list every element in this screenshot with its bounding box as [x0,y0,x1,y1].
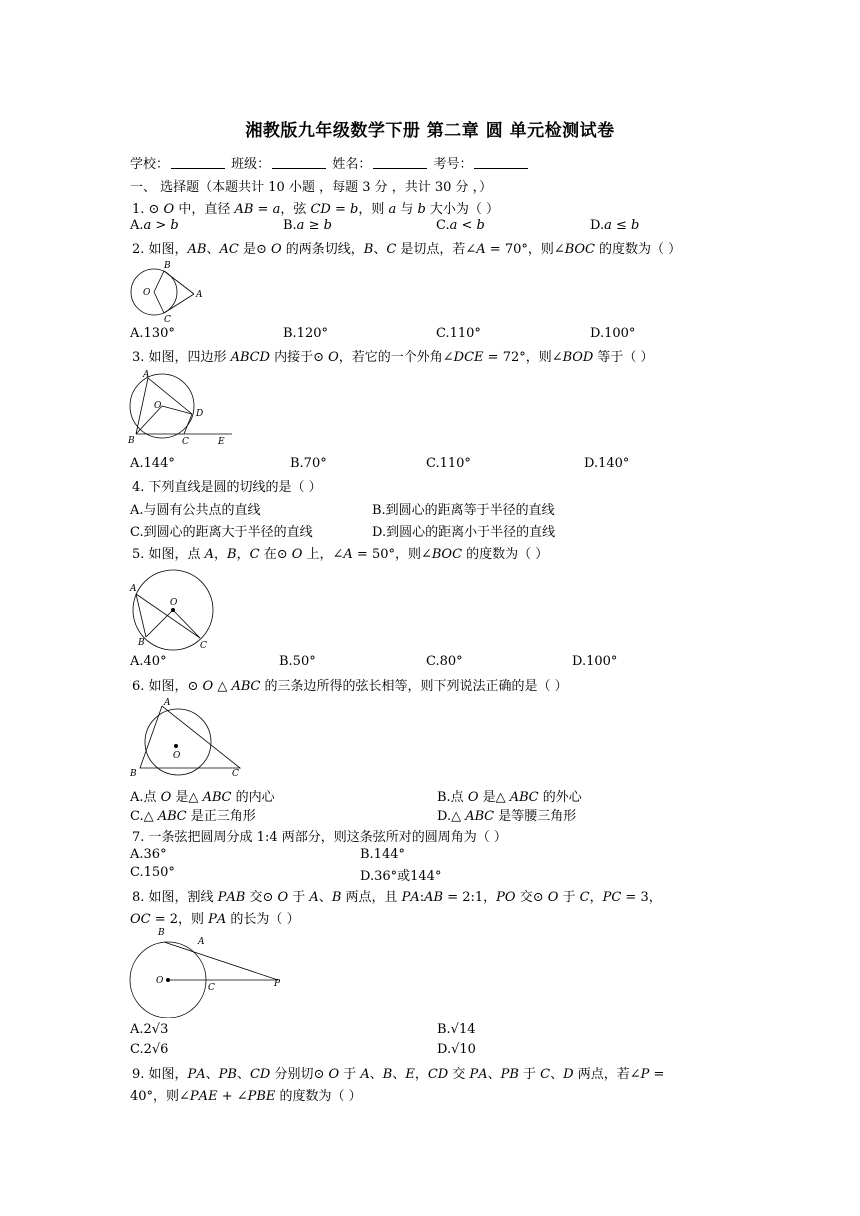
q2-option-d[interactable]: D.100° [590,326,636,341]
q5-figure [126,566,220,652]
q7-option-d[interactable]: D.36°或144° [360,869,442,884]
exam-no-label: 考号： [433,157,473,172]
q2-label-o: O [143,288,151,298]
q5-option-c[interactable]: C.80° [426,654,463,669]
q3-label-o: O [154,401,162,411]
q4-option-a[interactable]: A.与圆有公共点的直线 [130,503,261,518]
q3-label-e: E [218,437,225,447]
q2-option-a[interactable]: A.130° [130,326,175,341]
school-label: 学校： [130,157,170,172]
q6-label-c: C [232,769,239,779]
q5-option-b[interactable]: B.50° [279,654,316,669]
question-2-stem: 2. 如图，𝐴𝐵、𝐴𝐶 是⊙ 𝑂 的两条切线，𝐵、𝐶 是切点，若∠𝐴 = 70°，则∠𝐵𝑂𝐶 的度数为（ ） [132,242,682,257]
question-8-stem-cont: 𝑂𝐶 = 2，则 𝑃𝐴 的长为（ ） [130,912,300,927]
q6-label-o: O [173,751,181,761]
name-label: 姓名： [332,157,372,172]
q5-option-d[interactable]: D.100° [572,654,618,669]
question-6-stem: 6. 如图，⊙ 𝑂 △ 𝐴𝐵𝐶 的三条边所得的弦长相等，则下列说法正确的是（ ） [132,679,568,694]
exam-no-blank[interactable] [474,157,528,169]
question-4-stem: 4. 下列直线是圆的切线的是（ ） [132,480,322,495]
q1-option-b[interactable]: B.𝑎 ≥ 𝑏 [283,218,332,233]
q3-label-a: A [143,370,150,380]
q2-label-c: C [164,315,171,324]
q5-label-c: C [200,641,207,651]
q1-option-a[interactable]: A.𝑎 > 𝑏 [130,218,179,233]
q4-option-b[interactable]: B.到圆心的距离等于半径的直线 [372,503,555,518]
q3-label-b: B [128,436,135,446]
q2-option-c[interactable]: C.110° [436,326,481,341]
q6-figure [126,696,246,780]
q6-option-b[interactable]: B.点 𝑂 是△ 𝐴𝐵𝐶 的外心 [437,790,582,805]
question-7-stem: 7. 一条弦把圆周分成 1:4 两部分，则这条弦所对的圆周角为（ ） [132,830,507,845]
q6-option-a[interactable]: A.点 𝑂 是△ 𝐴𝐵𝐶 的内心 [130,790,275,805]
q3-option-d[interactable]: D.140° [584,456,630,471]
question-9-stem: 9. 如图，𝑃𝐴、𝑃𝐵、𝐶𝐷 分别切⊙ 𝑂 于 𝐴、𝐵、𝐸，𝐶𝐷 交 𝑃𝐴、𝑃𝐵 于 𝐶、𝐷 两点，若∠𝑃 = [132,1067,665,1082]
question-8-stem: 8. 如图，割线 𝑃𝐴𝐵 交⊙ 𝑂 于 𝐴、𝐵 两点，且 𝑃𝐴:𝐴𝐵 = 2:1，𝑃𝑂 交⊙ 𝑂 于 𝐶，𝑃𝐶 = 3， [132,890,662,905]
q7-option-a[interactable]: A.36° [130,847,167,862]
question-5-stem: 5. 如图，点 𝐴，𝐵，𝐶 在⊙ 𝑂 上，∠𝐴 = 50°，则∠𝐵𝑂𝐶 的度数为（ ） [132,547,549,562]
q8-option-c[interactable]: C.2√6 [130,1042,169,1057]
class-blank[interactable] [272,157,326,169]
q3-option-a[interactable]: A.144° [130,456,175,471]
q8-label-a: A [198,937,205,947]
q3-label-c: C [182,437,189,447]
q7-option-c[interactable]: C.150° [130,865,175,880]
question-3-stem: 3. 如图，四边形 𝐴𝐵𝐶𝐷 内接于⊙ 𝑂，若它的一个外角∠𝐷𝐶𝐸 = 72°，则∠𝐵𝑂𝐷 等于（ ） [132,350,654,365]
q6-option-d[interactable]: D.△ 𝐴𝐵𝐶 是等腰三角形 [437,809,577,824]
q5-option-a[interactable]: A.40° [130,654,167,669]
q4-option-c[interactable]: C.到圆心的距离大于半径的直线 [130,525,313,540]
q2-label-a: A [196,290,203,300]
q3-figure [126,368,238,450]
q8-label-b: B [158,928,165,938]
q2-option-b[interactable]: B.120° [283,326,328,341]
question-1-stem: 1. ⊙ 𝑂 中，直径 𝐴𝐵 = 𝑎，弦 𝐶𝐷 = 𝑏，则 𝑎 与 𝑏 大小为（ ） [132,202,500,217]
q5-label-a: A [130,584,137,594]
q5-label-o: O [170,598,178,608]
q6-label-a: A [164,698,171,708]
q8-label-c: C [208,983,215,993]
student-info-line [130,153,530,172]
question-9-stem-cont: 40°，则∠𝑃𝐴𝐸 + ∠𝑃𝐵𝐸 的度数为（ ） [130,1089,362,1104]
q1-option-d[interactable]: D.𝑎 ≤ 𝑏 [590,218,640,233]
q8-label-p: P [274,979,281,989]
q4-option-d[interactable]: D.到圆心的距离小于半径的直线 [372,525,556,540]
name-blank[interactable] [373,157,427,169]
q8-option-a[interactable]: A.2√3 [130,1022,169,1037]
section-heading: 一、 选择题（本题共计 10 小题 ，每题 3 分 ，共计 30 分 ，） [130,180,493,195]
q5-label-b: B [138,638,145,648]
q8-label-o: O [156,976,164,986]
q2-label-b: B [164,261,171,271]
q8-figure [126,926,290,1018]
page-title: 湘教版九年级数学下册 第二章 圆 单元检测试卷 [245,121,615,141]
q1-option-c[interactable]: C.𝑎 < 𝑏 [436,218,485,233]
q3-label-d: D [196,409,204,419]
q8-option-b[interactable]: B.√14 [437,1022,476,1037]
q3-option-b[interactable]: B.70° [290,456,327,471]
q7-option-b[interactable]: B.144° [360,847,405,862]
q8-option-d[interactable]: D.√10 [437,1042,476,1057]
q2-figure [126,258,212,324]
q3-option-c[interactable]: C.110° [426,456,471,471]
school-blank[interactable] [171,157,225,169]
q6-option-c[interactable]: C.△ 𝐴𝐵𝐶 是正三角形 [130,809,256,824]
q6-label-b: B [130,769,137,779]
class-label: 班级： [231,157,271,172]
